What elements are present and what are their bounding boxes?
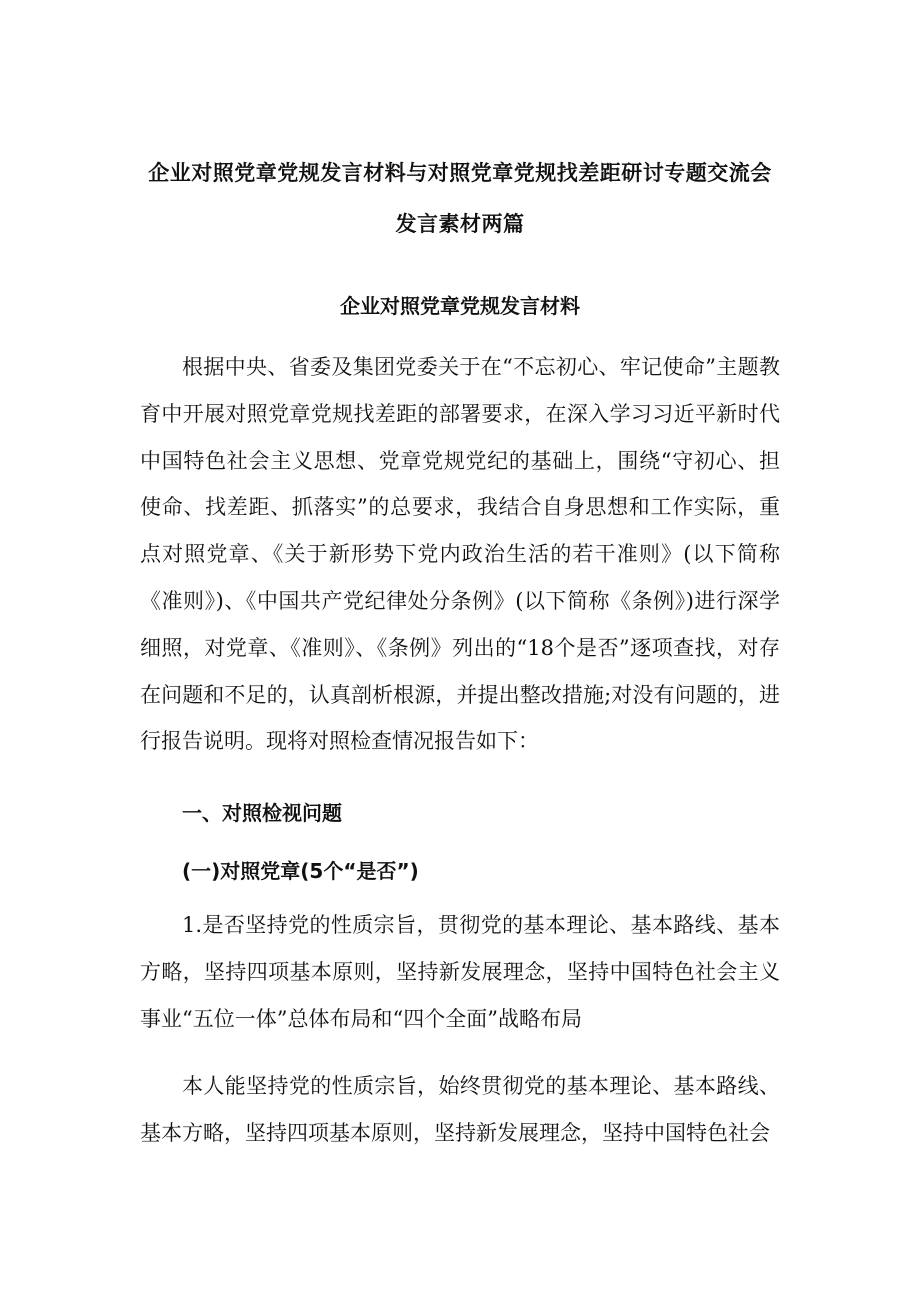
heading-review-problems: 一、对照检视问题: [182, 801, 342, 825]
intro-paragraph: 根据中央、省委及集团党委关于在“不忘初心、牢记使命”主题教育中开展对照党章党规找差距的部署要求，在深入学习习近平新时代中国特色社会主义思想、党章党规党纪的基础上，围绕“守初心、担使命、找差距、抓落实”的总要求，我结合自身思想和工作实际，重点对照党章、《关于新形势下党内政治生活的若干准则》(以下简称《准则》)、《中国共产党纪律处分条例》(以下简称《条例》)进行深学细照，对党章、《准则》、《条例》列出的“18个是否”逐项查找，对存在问题和不足的，认真剖析根源，并提出整改措施;对没有问题的，进行报告说明。现将对照检查情况报告如下：: [140, 355, 780, 754]
document-title-line-2: 发言素材两篇: [395, 212, 525, 236]
item-1-question: 1.是否坚持党的性质宗旨，贯彻党的基本理论、基本路线、基本方略，坚持四项基本原则，坚持新发展理念，坚持中国特色社会主义事业“五位一体”总体布局和“四个全面”战略布局: [140, 913, 780, 1031]
section-title: 企业对照党章党规发言材料: [340, 294, 580, 318]
subheading-party-constitution: (一)对照党章(5个“是否”): [182, 859, 419, 883]
item-1-answer: 本人能坚持党的性质宗旨，始终贯彻党的基本理论、基本路线、基本方略，坚持四项基本原则，坚持新发展理念，坚持中国特色社会: [140, 1074, 780, 1145]
document-title-line-1: 企业对照党章党规发言材料与对照党章党规找差距研讨专题交流会: [148, 161, 772, 185]
